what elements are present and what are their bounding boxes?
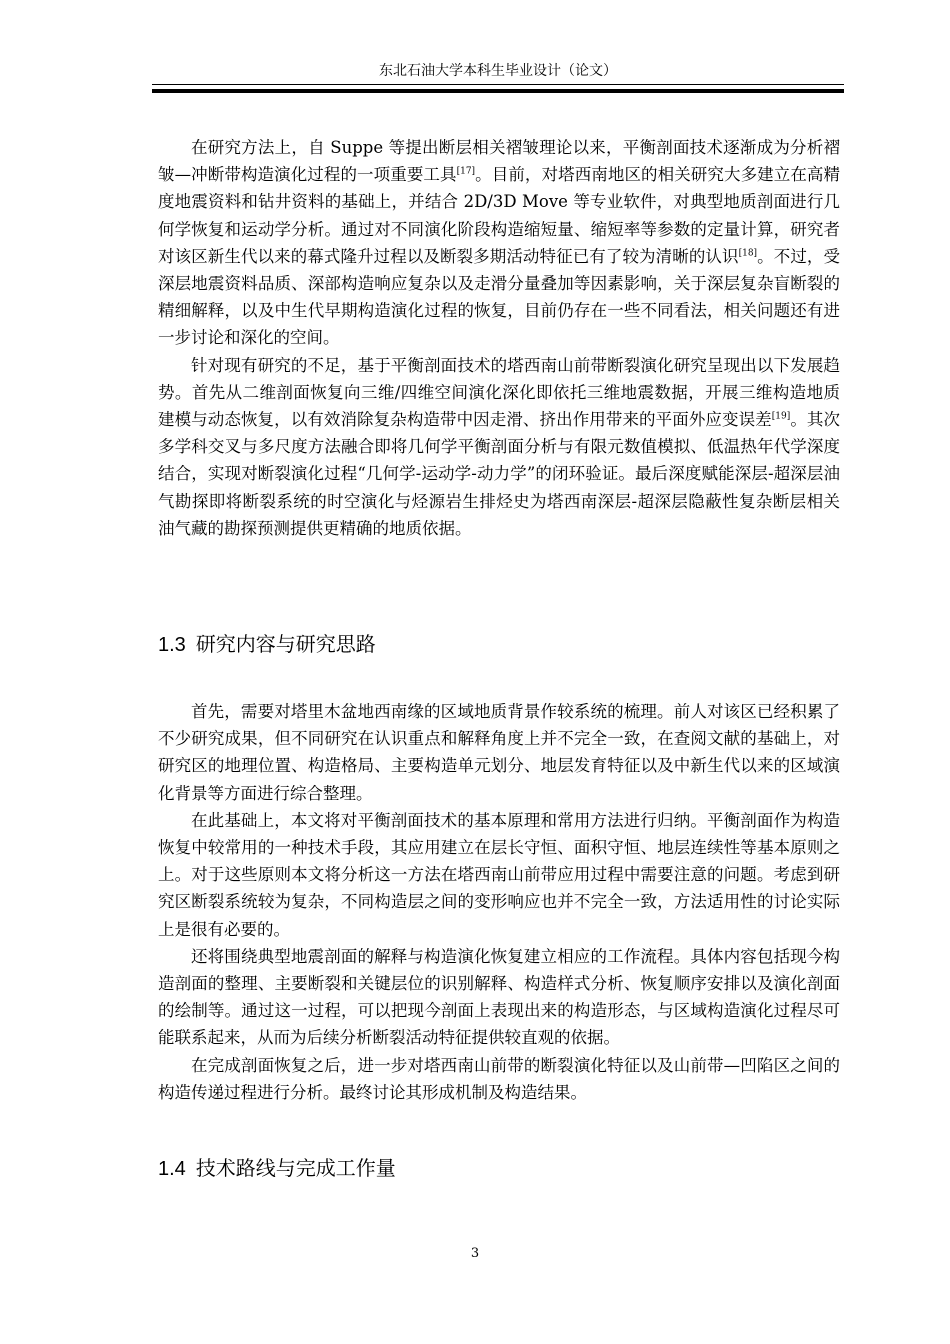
- paragraph-geologic-background: 首先，需要对塔里木盆地西南缘的区域地质背景作较系统的梳理。前人对该区已经积累了不少研究成果，但不同研究在认识重点和解释角度上并不完全一致，在查阅文献的基础上，对研究区的地理位置、构造格局、主要构造单元划分、地层发育特征以及中新生代以来的区域演化背景等方面进行综合整理。: [158, 702, 840, 803]
- section-heading-1-3: [158, 630, 376, 659]
- heading-title: 研究内容与研究思路: [195, 632, 376, 656]
- section-b-body: [158, 698, 840, 1106]
- page-number: 3: [470, 1246, 480, 1261]
- section-heading-1-4: [158, 1154, 396, 1183]
- paragraph-balanced-section-method: 在此基础上，本文将对平衡剖面技术的基本原理和常用方法进行归纳。平衡剖面作为构造恢复中较常用的一种技术手段，其应用建立在层长守恒、面积守恒、地层连续性等基本原则之上。对于这些原则本文将分析这一方法在塔西南山前带应用过程中需要注意的问题。考虑到研究区断裂系统较为复杂，不同构造层之间的变形响应也并不完全一致，方法适用性的讨论实际上是很有必要的。: [158, 810, 840, 939]
- heading-number: 1.3: [158, 634, 186, 656]
- paragraph-text: 。目前，对塔西南地区的相关研究大多建立在高精度地震资料和钻井资料的基础上，并结合 2D/3D Move 等专业软件，对典型地质剖面进行几何学恢复和运动学分析。通过对不同演化阶段构造缩短量、缩短率等参数的定量计算，研究者对该区新生代以来的幕式隆升过程以及断裂多期活动特征已有了较为清晰的认识: [158, 165, 841, 266]
- paragraph-text: 。其次多学科交叉与多尺度方法融合即将几何学平衡剖面分析与有限元数值模拟、低温热年代学深度结合，实现对断裂演化过程“几何学-运动学-动力学”的闭环验证。最后深度赋能深层-超深层油气勘探即将断裂系统的时空演化与烃源岩生排烃史为塔西南深层-超深层隐蔽性复杂断层相关油气藏的勘探预测提供更精确的地质依据。: [158, 410, 841, 538]
- section-a-body: [158, 134, 840, 542]
- paragraph-development-trends: [158, 352, 840, 542]
- citation-ref: [19]: [771, 411, 791, 422]
- paragraph-workflow: 还将围绕典型地震剖面的解释与构造演化恢复建立相应的工作流程。具体内容包括现今构造剖面的整理、主要断裂和关键层位的识别解释、构造样式分析、恢复顺序安排以及演化剖面的绘制等。通过这一过程，可以把现今剖面上表现出来的构造形态，与区域构造演化过程尽可能联系起来，从而为后续分析断裂活动特征提供较直观的依据。: [158, 946, 840, 1048]
- header-rule-thick: [152, 89, 844, 93]
- running-header: 东北石油大学本科生毕业设计（论文）: [379, 63, 617, 79]
- paragraph-research-methods: [158, 134, 840, 352]
- paragraph-text: 。不过，受深层地震资料品质、深部构造响应复杂以及走滑分量叠加等因素影响，关于深层复杂盲断裂的精细解释，以及中生代早期构造演化过程的恢复，目前仍存在一些不同看法，相关问题还有进一步讨论和深化的空间。: [158, 246, 841, 348]
- paragraph-text: 在研究方法上，自 Suppe 等提出断层相关褶皱理论以来，平衡剖面技术逐渐成为分析褶皱—冲断带构造演化过程的一项重要工具: [158, 138, 840, 185]
- heading-number: 1.4: [158, 1158, 186, 1180]
- header-rule-thin: [152, 84, 844, 85]
- citation-ref: [18]: [738, 248, 758, 259]
- paragraph-text: 针对现有研究的不足，基于平衡剖面技术的塔西南山前带断裂演化研究呈现出以下发展趋势。首先从二维剖面恢复向三维/四维空间演化深化即依托三维地震数据，开展三维构造地质建模与动态恢复，以有效消除复杂构造带中因走滑、挤出作用带来的平面外应变误差: [158, 355, 840, 430]
- paragraph-fault-evolution: 在完成剖面恢复之后，进一步对塔西南山前带的断裂演化特征以及山前带—凹陷区之间的构造传递过程进行分析。最终讨论其形成机制及构造结果。: [158, 1055, 840, 1102]
- heading-title: 技术路线与完成工作量: [195, 1156, 396, 1180]
- citation-ref: [17]: [456, 166, 476, 177]
